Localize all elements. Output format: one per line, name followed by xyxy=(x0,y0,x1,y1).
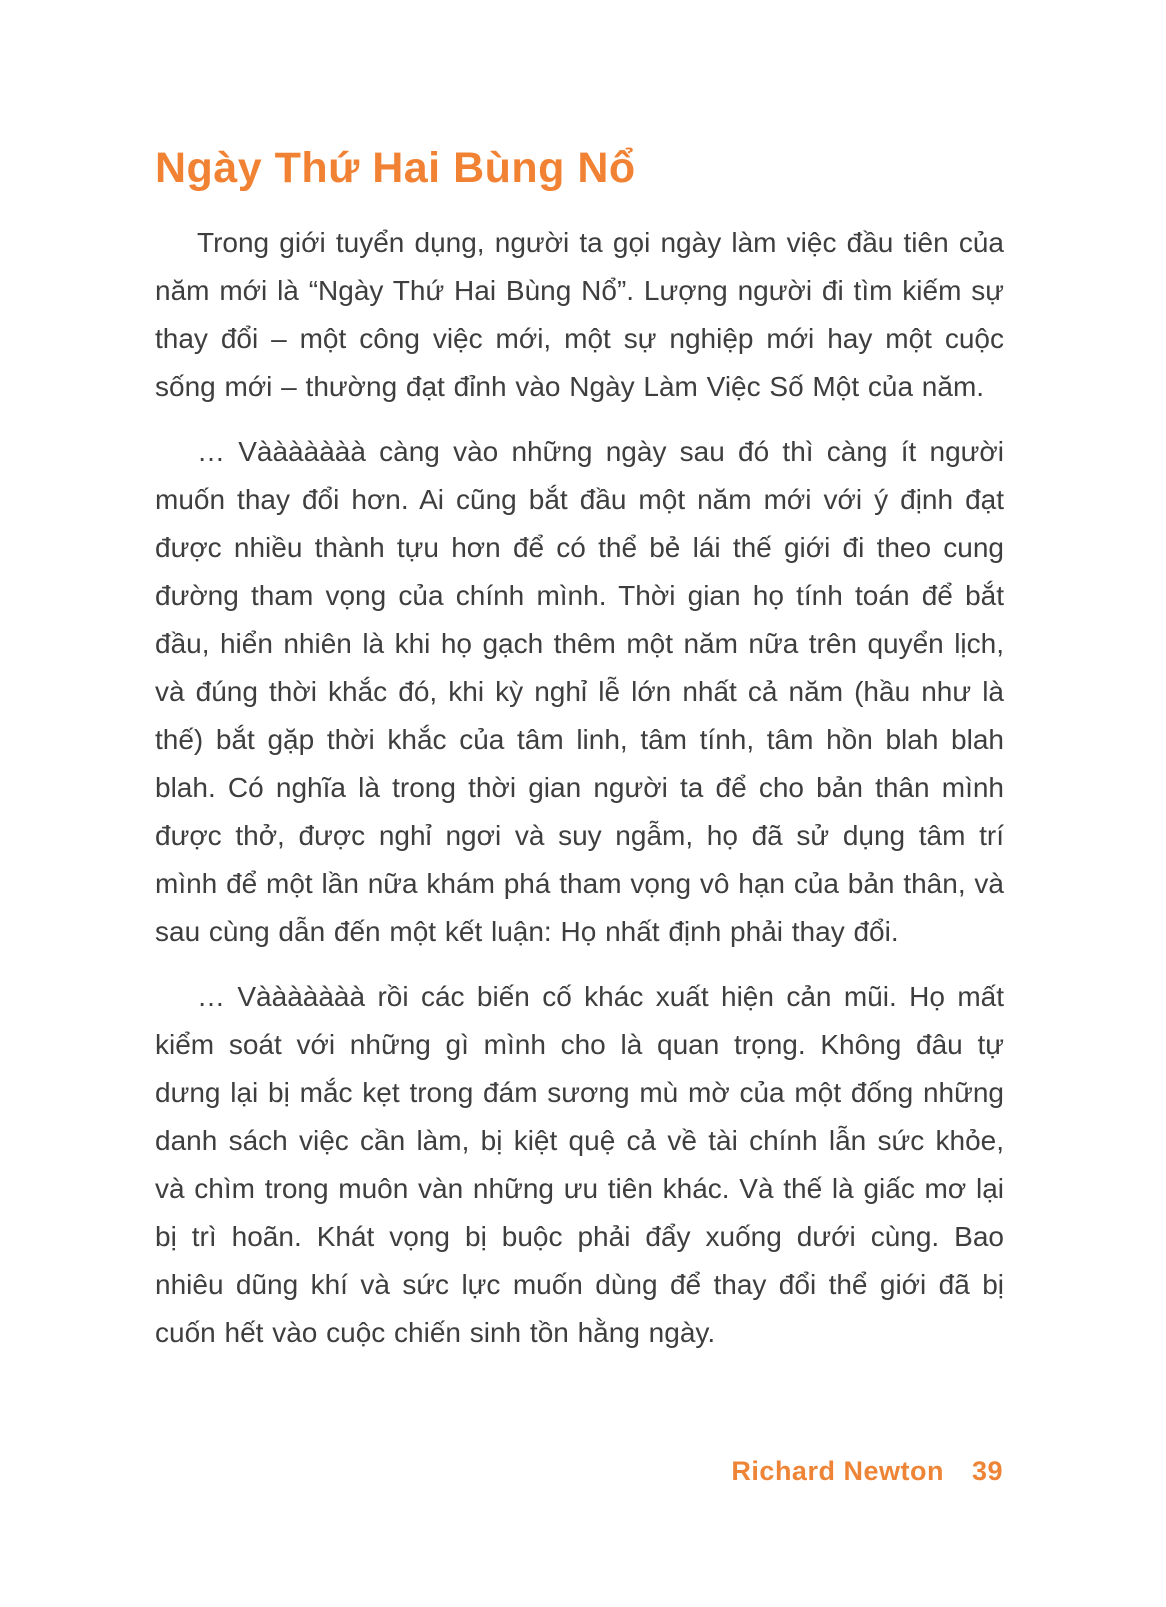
footer-author: Richard Newton xyxy=(731,1456,944,1486)
paragraph: … Vààààààà rồi các biến cố khác xuất hiện cản mũi. Họ mất kiểm soát với những gì mình cho là quan trọng. Không đâu tự dưng lại bị mắc kẹt trong đám sương mù mờ của một đống những danh sách việc cần làm, bị kiệt quệ cả về tài chính lẫn sức khỏe, và chìm trong muôn vàn những ưu tiên khác. Và thế là giấc mơ lại bị trì hoãn. Khát vọng bị buộc phải đẩy xuống dưới cùng. Bao nhiêu dũng khí và sức lực muốn dùng để thay đổi thể giới đã bị cuốn hết vào cuộc chiến sinh tồn hằng ngày. xyxy=(155,980,1004,1348)
body-text xyxy=(155,219,1004,1357)
page-footer xyxy=(731,1456,1003,1487)
page-title: Ngày Thứ Hai Bùng Nổ xyxy=(155,144,636,192)
footer-page-number: 39 xyxy=(971,1456,1003,1486)
paragraph: … Vààààààà càng vào những ngày sau đó thì càng ít người muốn thay đổi hơn. Ai cũng bắt đầu một năm mới với ý định đạt được nhiều thành tựu hơn để có thể bẻ lái thế giới đi theo cung đường tham vọng của chính mình. Thời gian họ tính toán để bắt đầu, hiển nhiên là khi họ gạch thêm một năm nữa trên quyển lịch, và đúng thời khắc đó, khi kỳ nghỉ lễ lớn nhất cả năm (hầu như là thế) bắt gặp thời khắc của tâm linh, tâm tính, tâm hồn blah blah blah. Có nghĩa là trong thời gian người ta để cho bản thân mình được thở, được nghỉ ngơi và suy ngẫm, họ đã sử dụng tâm trí mình để một lần nữa khám phá tham vọng vô hạn của bản thân, và sau cùng dẫn đến một kết luận: Họ nhất định phải thay đổi. xyxy=(155,435,1004,947)
paragraph: Trong giới tuyển dụng, người ta gọi ngày làm việc đầu tiên của năm mới là “Ngày Thứ Hai Bùng Nổ”. Lượng người đi tìm kiếm sự thay đổi – một công việc mới, một sự nghiệp mới hay một cuộc sống mới – thường đạt đỉnh vào Ngày Làm Việc Số Một của năm. xyxy=(155,226,1004,402)
